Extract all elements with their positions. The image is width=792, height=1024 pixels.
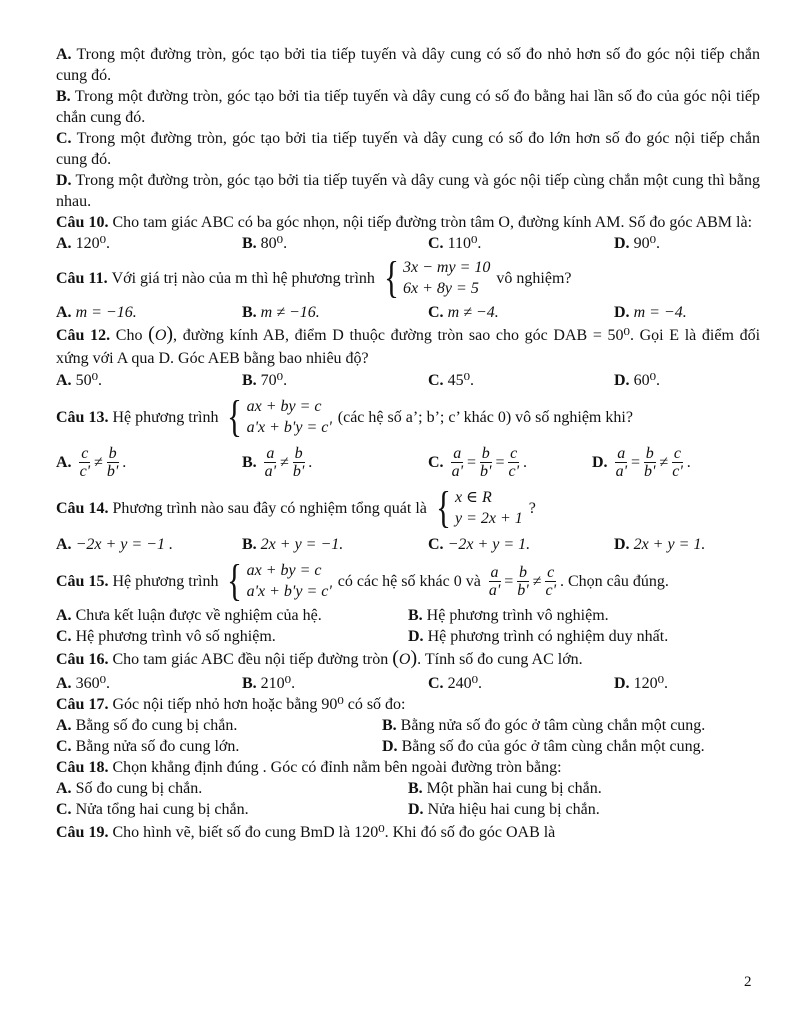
fraction <box>515 564 530 599</box>
numerator: c <box>510 445 518 462</box>
denominator: c' <box>545 581 556 599</box>
question-text: Cho hình vẽ, biết số đo cung BmD là 120⁰. Khi đó số đo góc OAB là <box>112 824 556 841</box>
circle-name: O <box>398 651 411 668</box>
q13-options <box>56 445 760 480</box>
equation-system <box>381 253 491 302</box>
option-text: m = −4. <box>633 304 687 321</box>
option <box>408 799 760 820</box>
fraction <box>506 445 521 480</box>
question-label: Câu 12. <box>56 327 111 344</box>
option-label: C. <box>428 372 444 389</box>
option <box>56 626 408 647</box>
equation-line: 6x + 8y = 5 <box>403 280 479 297</box>
numerator: b <box>108 445 117 462</box>
q14-options <box>56 534 760 555</box>
fraction <box>487 564 502 599</box>
numerator: a <box>453 445 462 462</box>
operator: ≠ <box>94 454 103 471</box>
numerator: b <box>645 445 654 462</box>
option <box>242 233 428 254</box>
denominator: c' <box>508 463 519 480</box>
question-text: Chọn khẳng định đúng . Góc có đỉnh nằm bên ngoài đường tròn bằng: <box>112 759 562 776</box>
numerator: b <box>294 445 303 462</box>
option-label: C. <box>428 675 444 692</box>
q9-option-c <box>56 128 760 170</box>
q18-options-row2 <box>56 799 760 820</box>
operator: = <box>504 572 514 590</box>
option <box>382 736 705 757</box>
option-text: m ≠ −4. <box>447 304 499 321</box>
equation-system <box>433 483 523 532</box>
question-text: Hệ phương trình <box>112 408 219 426</box>
punctuation: . <box>523 454 527 471</box>
denominator: b' <box>106 463 119 480</box>
option-label: A. <box>56 675 72 692</box>
denominator: b' <box>480 463 492 480</box>
option-text: Trong một đường tròn, góc tạo bởi tia tiếp tuyến và dây cung và góc nội tiếp cùng chắn một cung thì bằng nhau. <box>56 172 761 210</box>
option-label: C. <box>56 628 72 645</box>
question-label: Câu 13. <box>56 408 109 426</box>
option <box>56 233 242 254</box>
question-text: Cho tam giác ABC có ba góc nhọn, nội tiếp đường tròn tâm O, đường kính AM. Số đo góc ABM là: <box>112 214 753 231</box>
option-text: 210⁰. <box>260 675 296 692</box>
q18-stem <box>56 757 760 778</box>
brace-icon: { <box>227 556 243 605</box>
operator: ≠ <box>532 572 542 590</box>
option <box>56 534 242 555</box>
question-text: Hệ phương trình <box>112 572 219 590</box>
q10-stem <box>56 212 760 233</box>
option-text: Nửa tổng hai cung bị chắn. <box>75 801 249 818</box>
option <box>408 778 760 799</box>
fraction <box>105 445 120 480</box>
option-text: 80⁰. <box>260 235 288 252</box>
numerator: a <box>617 445 626 462</box>
equation-line: 3x − my = 10 <box>403 259 491 276</box>
option-label: D. <box>56 172 72 189</box>
option-label: A. <box>56 780 72 797</box>
option-label: B. <box>56 88 71 105</box>
q11-stem <box>56 253 760 302</box>
option-label: C. <box>428 304 444 321</box>
question-text: Phương trình nào sau đây có nghiệm tổng quát là <box>112 499 427 517</box>
q16-stem: Câu 16. Cho tam giác ABC đều nội tiếp đường tròn (O). Tính số đo cung AC lớn. <box>56 647 583 669</box>
option <box>614 302 687 323</box>
q16-options <box>56 673 760 694</box>
option-text: 45⁰. <box>447 372 474 389</box>
option-text: 2x + y = −1. <box>260 536 344 553</box>
option-label: B. <box>242 675 257 692</box>
option-label: D. <box>614 304 630 321</box>
option-text: Bằng nửa số đo cung lớn. <box>75 738 240 755</box>
option-text: m = −16. <box>75 304 137 321</box>
q9-option-a <box>56 44 760 86</box>
question-label: Câu 19. <box>56 824 109 841</box>
page-number: 2 <box>744 974 752 990</box>
operator: = <box>466 454 477 471</box>
option-text: Bằng số đo cung bị chắn. <box>75 717 238 734</box>
denominator: c' <box>79 463 91 480</box>
option <box>56 605 408 626</box>
equation-system <box>224 392 332 441</box>
q18-options-row1 <box>56 778 760 799</box>
option <box>56 736 382 757</box>
operator: = <box>495 454 505 471</box>
q15-options-row1 <box>56 605 760 626</box>
option-label: D. <box>614 675 630 692</box>
option <box>382 715 705 736</box>
fraction <box>642 445 657 480</box>
option-text: Hệ phương trình có nghiệm duy nhất. <box>427 628 669 645</box>
q13-stem <box>56 392 760 441</box>
question-label: Câu 17. <box>56 696 109 713</box>
equation-line: ax + by = c <box>246 562 322 579</box>
fraction <box>543 564 558 599</box>
option <box>242 673 428 694</box>
option-text: 360⁰. <box>75 675 110 692</box>
option-text: Hệ phương trình vô nghiệm. <box>426 607 609 624</box>
option-text: −2x + y = 1. <box>447 536 531 553</box>
fraction <box>670 445 685 480</box>
option <box>56 778 408 799</box>
q9-option-b <box>56 86 760 128</box>
option-text: Nửa hiệu hai cung bị chắn. <box>427 801 600 818</box>
option <box>242 445 428 480</box>
numerator: a <box>266 445 275 462</box>
option-label: B. <box>242 454 257 471</box>
option-label: B. <box>408 780 423 797</box>
option-label: C. <box>56 801 72 818</box>
q12-stem: Câu 12. Cho (O), đường kính AB, điểm D thuộc đường tròn sao cho góc DAB = 50⁰. Gọi E là điểm đối xứng với A qua D. Góc AEB bằng bao nhiêu độ? <box>56 323 761 367</box>
option-text: 50⁰. <box>75 372 102 389</box>
q15-stem <box>56 556 760 605</box>
option-label: C. <box>428 235 444 252</box>
option-text: 240⁰. <box>447 675 482 692</box>
option <box>428 233 614 254</box>
question-label: Câu 10. <box>56 214 109 231</box>
punctuation: . <box>686 454 691 471</box>
option-label: B. <box>408 607 423 624</box>
option <box>614 534 705 555</box>
equation-system <box>224 556 332 605</box>
option-text: Hệ phương trình vô số nghiệm. <box>75 628 276 645</box>
punctuation: . <box>122 454 127 471</box>
option-label: A. <box>56 372 72 389</box>
option <box>242 370 428 391</box>
numerator: c <box>81 445 89 462</box>
fraction <box>478 445 493 480</box>
option-text: 70⁰. <box>260 372 288 389</box>
option <box>428 673 614 694</box>
option <box>614 673 668 694</box>
option-label: D. <box>614 235 630 252</box>
denominator: c' <box>672 463 683 480</box>
option-text: Trong một đường tròn, góc tạo bởi tia tiếp tuyến và dây cung có số đo nhỏ hơn số đo góc nội tiếp chắn cung đó. <box>56 46 760 84</box>
option-label: D. <box>592 454 608 471</box>
option <box>56 445 242 480</box>
option <box>614 370 660 391</box>
option-text: 120⁰. <box>75 235 110 252</box>
option <box>56 715 382 736</box>
option-label: A. <box>56 304 72 321</box>
option <box>428 534 614 555</box>
q11-options <box>56 302 760 323</box>
option-label: A. <box>56 454 72 471</box>
option-label: A. <box>56 235 72 252</box>
option-label: B. <box>382 717 397 734</box>
option-text: Số đo cung bị chắn. <box>75 780 203 797</box>
q9-option-d <box>56 170 760 212</box>
question-text: Với giá trị nào của m thì hệ phương trình <box>111 269 375 287</box>
equation-line: x ∈ R <box>455 489 492 506</box>
denominator: a' <box>451 463 463 480</box>
option <box>428 302 614 323</box>
option-text: −2x + y = −1 . <box>75 536 173 553</box>
option-label: D. <box>614 536 630 553</box>
option <box>592 445 760 480</box>
q19-stem <box>56 822 760 843</box>
question-label: Câu 18. <box>56 759 109 776</box>
punctuation: . <box>308 454 313 471</box>
denominator: a' <box>264 463 277 480</box>
q10-options <box>56 233 760 254</box>
question-text: Góc nội tiếp nhỏ hơn hoặc bằng 90⁰ có số đo: <box>112 696 406 713</box>
option-text: Trong một đường tròn, góc tạo bởi tia tiếp tuyến và dây cung có số đo lớn hơn số đo góc nội tiếp chắn cung đó. <box>56 130 761 168</box>
operator: ≠ <box>280 454 289 471</box>
q12-options <box>56 370 760 391</box>
option-label: A. <box>56 536 72 553</box>
brace-icon: { <box>227 392 243 441</box>
document-page <box>56 44 760 843</box>
equation-line: ax + by = c <box>246 398 322 415</box>
option <box>428 370 614 391</box>
option-text: Bằng nửa số đo góc ở tâm cùng chắn một cung. <box>400 717 706 734</box>
numerator: c <box>547 563 555 581</box>
q17-options-row1 <box>56 715 760 736</box>
option <box>428 445 592 480</box>
q17-stem <box>56 694 760 715</box>
denominator: b' <box>644 463 656 480</box>
option-label: D. <box>614 372 630 389</box>
numerator: a <box>490 563 499 581</box>
option-text: 120⁰. <box>633 675 668 692</box>
question-text: có các hệ số khác 0 và <box>337 572 481 590</box>
option-text: 2x + y = 1. <box>633 536 706 553</box>
equation-line: a'x + b'y = c' <box>246 419 332 436</box>
denominator: a' <box>488 581 501 599</box>
numerator: c <box>673 445 682 462</box>
equation-line: a'x + b'y = c' <box>246 583 332 600</box>
fraction <box>291 445 306 480</box>
question-text: . Tính số đo cung AC lớn. <box>417 651 583 668</box>
option <box>56 370 242 391</box>
question-text: vô nghiệm? <box>496 269 572 287</box>
option-label: C. <box>56 738 72 755</box>
numerator: b <box>518 563 527 581</box>
option <box>614 233 660 254</box>
option <box>56 799 408 820</box>
circle-name: O <box>154 327 167 344</box>
equation-line: y = 2x + 1 <box>455 510 523 527</box>
fraction <box>614 445 629 480</box>
question-label: Câu 14. <box>56 499 109 517</box>
option <box>408 605 760 626</box>
question-text: ? <box>528 499 536 517</box>
fraction <box>78 445 93 480</box>
denominator: b' <box>517 581 529 599</box>
question-label: Câu 16. <box>56 651 109 668</box>
question-text: Cho tam giác ABC đều nội tiếp đường tròn <box>112 651 389 668</box>
brace-icon: { <box>436 483 451 532</box>
option-text: 90⁰. <box>633 235 660 252</box>
fraction <box>263 445 278 480</box>
numerator: b <box>481 445 490 462</box>
option-label: D. <box>408 801 424 818</box>
option-label: D. <box>382 738 398 755</box>
option-label: B. <box>242 235 257 252</box>
option-text: Trong một đường tròn, góc tạo bởi tia tiếp tuyến và dây cung có số đo bằng hai lần số đo của góc nội tiếp chắn cung đó. <box>56 88 760 126</box>
option <box>242 302 428 323</box>
q15-options-row2 <box>56 626 760 647</box>
question-label: Câu 11. <box>56 269 108 287</box>
q14-stem <box>56 483 760 532</box>
question-text: , đường kính AB, điểm D thuộc đường tròn sao cho góc DAB = 50⁰. Gọi E là điểm đối xứng với A qua D. Góc AEB bằng bao nhiêu độ? <box>56 327 761 367</box>
question-text: Cho <box>115 327 143 344</box>
option-label: D. <box>408 628 424 645</box>
option <box>408 626 760 647</box>
question-text: . Chọn câu đúng. <box>560 572 669 590</box>
option <box>56 302 242 323</box>
option-text: Một phần hai cung bị chắn. <box>426 780 602 797</box>
option-label: B. <box>242 372 257 389</box>
option-label: C. <box>428 454 444 471</box>
option-text: m ≠ −16. <box>260 304 320 321</box>
option-text: Bằng số đo của góc ở tâm cùng chắn một cung. <box>401 738 705 755</box>
option <box>242 534 428 555</box>
option-text: Chưa kết luận được về nghiệm của hệ. <box>75 607 322 624</box>
option-label: A. <box>56 46 72 63</box>
option-label: C. <box>56 130 72 147</box>
option-label: A. <box>56 717 72 734</box>
denominator: a' <box>615 463 627 480</box>
question-label: Câu 15. <box>56 572 109 590</box>
option-label: C. <box>428 536 444 553</box>
option <box>56 673 242 694</box>
fraction <box>450 445 465 480</box>
option-label: B. <box>242 536 257 553</box>
denominator: b' <box>292 463 305 480</box>
q17-options-row2 <box>56 736 760 757</box>
option-text: 110⁰. <box>447 235 482 252</box>
option-label: B. <box>242 304 257 321</box>
question-text: (các hệ số a’; b’; c’ khác 0) vô số nghiệm khi? <box>337 408 633 426</box>
option-label: A. <box>56 607 72 624</box>
operator: = <box>630 454 641 471</box>
brace-icon: { <box>384 253 399 302</box>
operator: ≠ <box>659 454 669 471</box>
option-text: 60⁰. <box>633 372 660 389</box>
